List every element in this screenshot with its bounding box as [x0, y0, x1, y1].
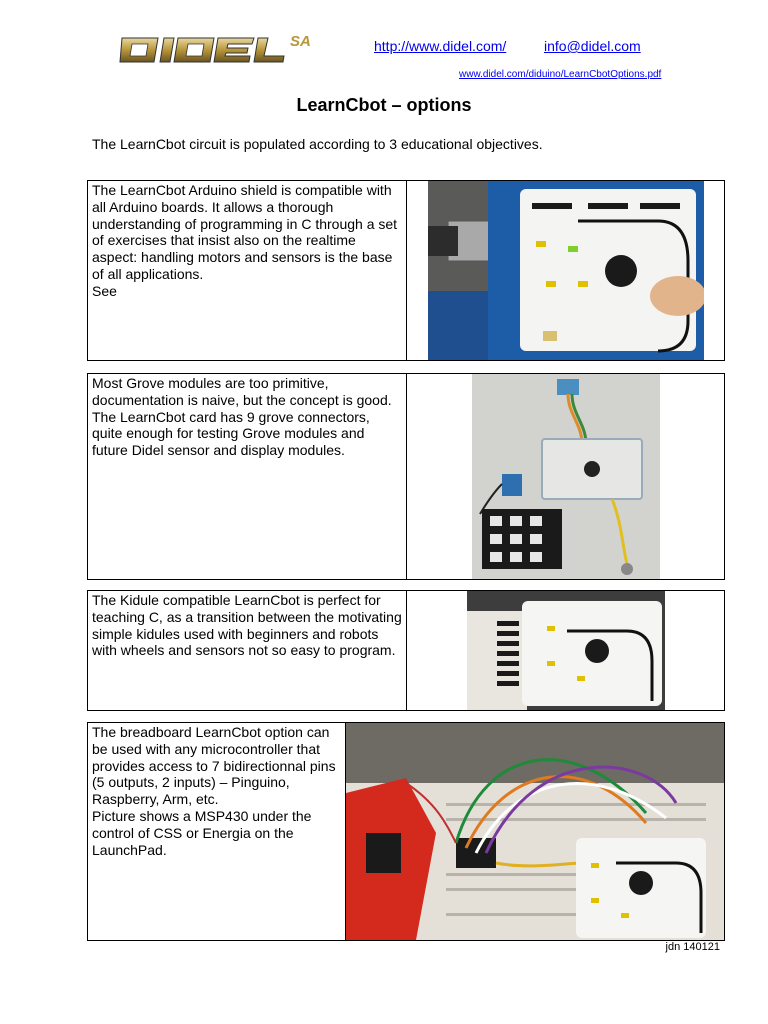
- option-row-arduino: [87, 180, 725, 361]
- option-row-kidule: [87, 590, 725, 711]
- footer-note: jdn 140121: [665, 941, 720, 953]
- site-link[interactable]: http://www.didel.com/: [374, 38, 507, 54]
- grove-modules-photo: [472, 374, 660, 579]
- option-text: The breadboard LearnCbot option can be used with any microcontroller that provides access to 7 bidirectionnal pins (5 outputs, 2 inputs) – Pinguino, Raspberry, Arm, etc. Picture shows a MSP430 under the control of CSS or Energia on the LaunchPad.: [88, 723, 346, 940]
- option-image-cell: [346, 723, 724, 940]
- option-row-grove: [87, 373, 725, 580]
- email-link[interactable]: info@didel.com: [544, 38, 641, 54]
- option-image-cell: [407, 374, 724, 579]
- svg-text:SA: SA: [290, 33, 311, 50]
- option-image-cell: [407, 591, 724, 710]
- option-row-breadboard: [87, 722, 725, 941]
- option-text: The LearnCbot Arduino shield is compatible with all Arduino boards. It allows a thorough understanding of programming in C through a set of exercises that insist also on the realtime aspect: handling motors and sensors is the base of all applications. See: [88, 181, 407, 360]
- intro-text: The LearnCbot circuit is populated according to 3 educational objectives.: [92, 136, 543, 152]
- breadboard-photo: [346, 723, 724, 940]
- arduino-shield-photo: [428, 181, 704, 360]
- option-text: The Kidule compatible LearnCbot is perfect for teaching C, as a transition between the motivating simple kidules used with beginners and robots with wheels and sensors not so easy to program.: [88, 591, 407, 710]
- option-image-cell: [407, 181, 724, 360]
- page-title: LearnCbot – options: [296, 95, 472, 115]
- document-link[interactable]: www.didel.com/diduino/LearnCbotOptions.pdf: [459, 69, 662, 80]
- option-text: Most Grove modules are too primitive, documentation is naive, but the concept is good. The LearnCbot card has 9 grove connectors, quite enough for testing Grove modules and future Didel sensor and display modules.: [88, 374, 407, 579]
- didel-logo: [118, 28, 336, 68]
- kidule-photo: [467, 591, 665, 710]
